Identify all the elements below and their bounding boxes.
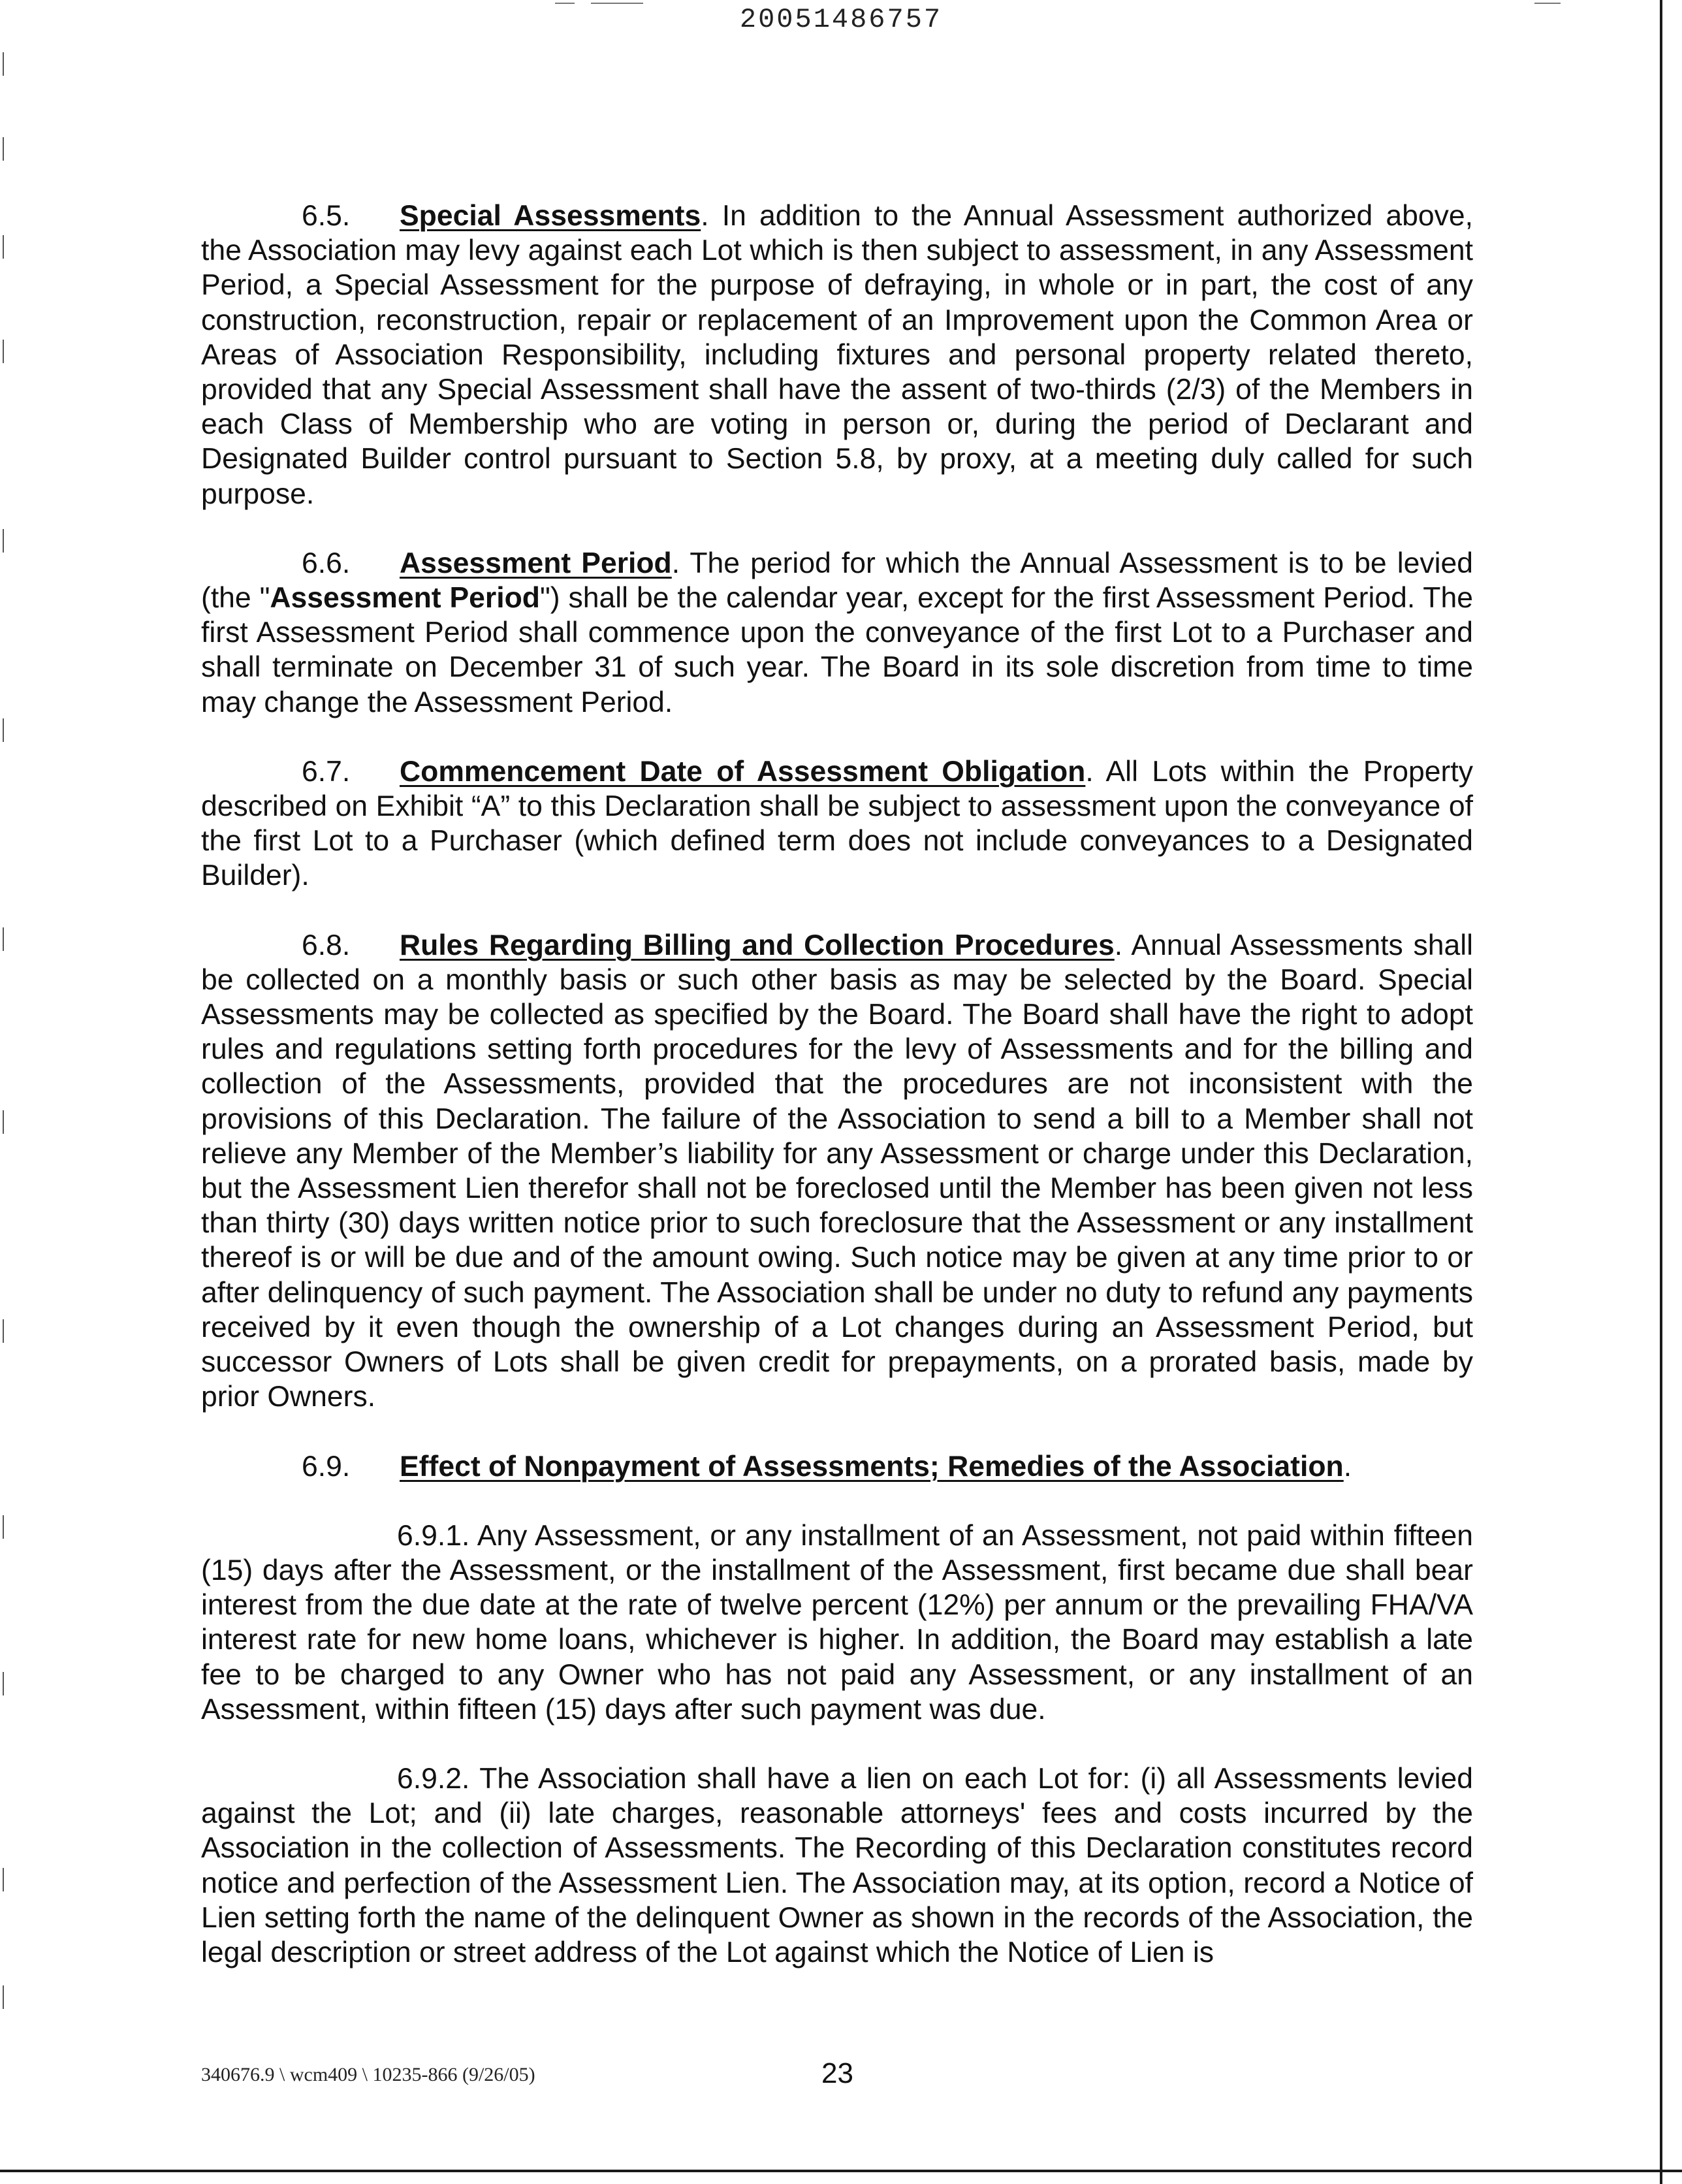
section-heading: Assessment Period	[400, 547, 672, 579]
section-heading: Rules Regarding Billing and Collection Procedures	[400, 929, 1115, 961]
scan-right-edge	[1660, 0, 1662, 2184]
scan-margin-mark	[3, 1672, 4, 1695]
page-number: 23	[821, 2057, 853, 2089]
section-text: ") shall be the calendar year, except for the first Assessment Period. The first Assessment Period shall commence upon the conveyance of the first Lot to a Purchaser and shall terminate on December 31 of such year. The Board in its sole discretion from time to time may change the Assessment Period.	[201, 582, 1473, 718]
document-body	[201, 199, 1473, 2004]
section-heading: Special Assessments	[400, 200, 701, 232]
scan-margin-mark	[3, 1868, 4, 1891]
section-text: .	[1343, 1450, 1352, 1483]
subsection-number: 6.9.1.	[397, 1519, 470, 1552]
section-text: . The period for which the Annual Assessment is to be levied (the "	[201, 547, 1473, 615]
section-number: 6.7.	[302, 755, 351, 788]
scan-margin-mark	[3, 137, 4, 161]
scan-margin-mark	[3, 1319, 4, 1343]
recording-number: 20051486757	[739, 4, 943, 35]
scan-margin-mark	[3, 1985, 4, 2009]
scan-margin-mark	[3, 340, 4, 363]
defined-term: Assessment Period	[270, 582, 540, 615]
scan-margin-mark	[3, 1515, 4, 1539]
section-number: 6.9.	[302, 1450, 351, 1483]
section-text: . Annual Assessments shall be collected on a monthly basis or such other basis as may be selected by the Board. Special Assessments may be collected as specified by the Board. The Board shall have the right to adopt rules and regulations setting forth procedures for the levy of Assessments and for the billing and collection of the Assessments, provided that the procedures are not inconsistent with the provisions of this Declaration. The failure of the Association to send a bill to a Member shall not relieve any Member of the Member’s liability for any Assessment or charge under this Declaration, but the Assessment Lien therefor shall not be foreclosed until the Member has been given not less than thirty (30) days written notice prior to such foreclosure that the Assessment or any installment thereof is or will be due and of the amount owing. Such notice may be given at any time prior to or after delinquency of such payment. The Association shall be under no duty to refund any payments received by it even though the ownership of a Lot changes during an Assessment Period, but successor Owners of Lots shall be given credit for prepayments, on a prorated basis, made by prior Owners.	[201, 929, 1473, 1413]
section-6-5	[201, 199, 1473, 511]
scan-margin-mark	[3, 52, 4, 76]
section-heading: Commencement Date of Assessment Obligation	[400, 755, 1086, 788]
section-heading: Effect of Nonpayment of Assessments; Remedies of the Association	[400, 1450, 1344, 1483]
section-text: . All Lots within the Property described on Exhibit “A” to this Declaration shall be subject to assessment upon the conveyance of the first Lot to a Purchaser (which defined term does not include conveyances to a Designated Builder).	[201, 755, 1473, 892]
subsection-6-9-1	[201, 1518, 1473, 1727]
section-6-6	[201, 546, 1473, 720]
section-number: 6.8.	[302, 929, 351, 961]
section-number: 6.5.	[302, 200, 351, 232]
scan-margin-mark	[3, 927, 4, 951]
subsection-number: 6.9.2.	[397, 1762, 470, 1795]
footer-document-id: 340676.9 \ wcm409 \ 10235-866 (9/26/05)	[201, 2064, 535, 2085]
section-6-7	[201, 754, 1473, 893]
scan-margin-mark	[3, 529, 4, 553]
scan-bottom-edge	[0, 2170, 1682, 2172]
scan-margin-mark	[3, 1110, 4, 1134]
subsection-text: The Association shall have a lien on each Lot for: (i) all Assessments levied against the Lot; and (ii) late charges, reasonable attorneys' fees and costs incurred by the Association in the collection of Assessments. The Recording of this Declaration constitutes record notice and perfection of the Assessment Lien. The Association may, at its option, record a Notice of Lien setting forth the name of the delinquent Owner as shown in the records of the Association, the legal description or street address of the Lot against which the Notice of Lien is	[201, 1762, 1473, 1968]
section-number: 6.6.	[302, 547, 351, 579]
section-text: . In addition to the Annual Assessment authorized above, the Association may levy against each Lot which is then subject to assessment, in any Assessment Period, a Special Assessment for the purpose of defraying, in whole or in part, the cost of any construction, reconstruction, repair or replacement of an Improvement upon the Common Area or Areas of Association Responsibility, including fixtures and personal property related thereto, provided that any Special Assessment shall have the assent of two-thirds (2/3) of the Members in each Class of Membership who are voting in person or, during the period of Declarant and Designated Builder control pursuant to Section 5.8, by proxy, at a meeting duly called for such purpose.	[201, 200, 1474, 510]
scan-margin-mark	[3, 718, 4, 742]
subsection-6-9-2	[201, 1761, 1473, 1970]
section-6-9	[201, 1449, 1473, 1484]
scan-margin-mark	[3, 235, 4, 259]
subsection-text: Any Assessment, or any installment of an Assessment, not paid within fifteen (15) days after the Assessment, or the installment of the Assessment, first became due shall bear interest from the due date at the rate of twelve percent (12%) per annum or the prevailing FHA/VA interest rate for new home loans, whichever is higher. In addition, the Board may establish a late fee to be charged to any Owner who has not paid any Assessment, or any installment of an Assessment, within fifteen (15) days after such payment was due.	[201, 1519, 1473, 1726]
section-6-8	[201, 928, 1473, 1415]
